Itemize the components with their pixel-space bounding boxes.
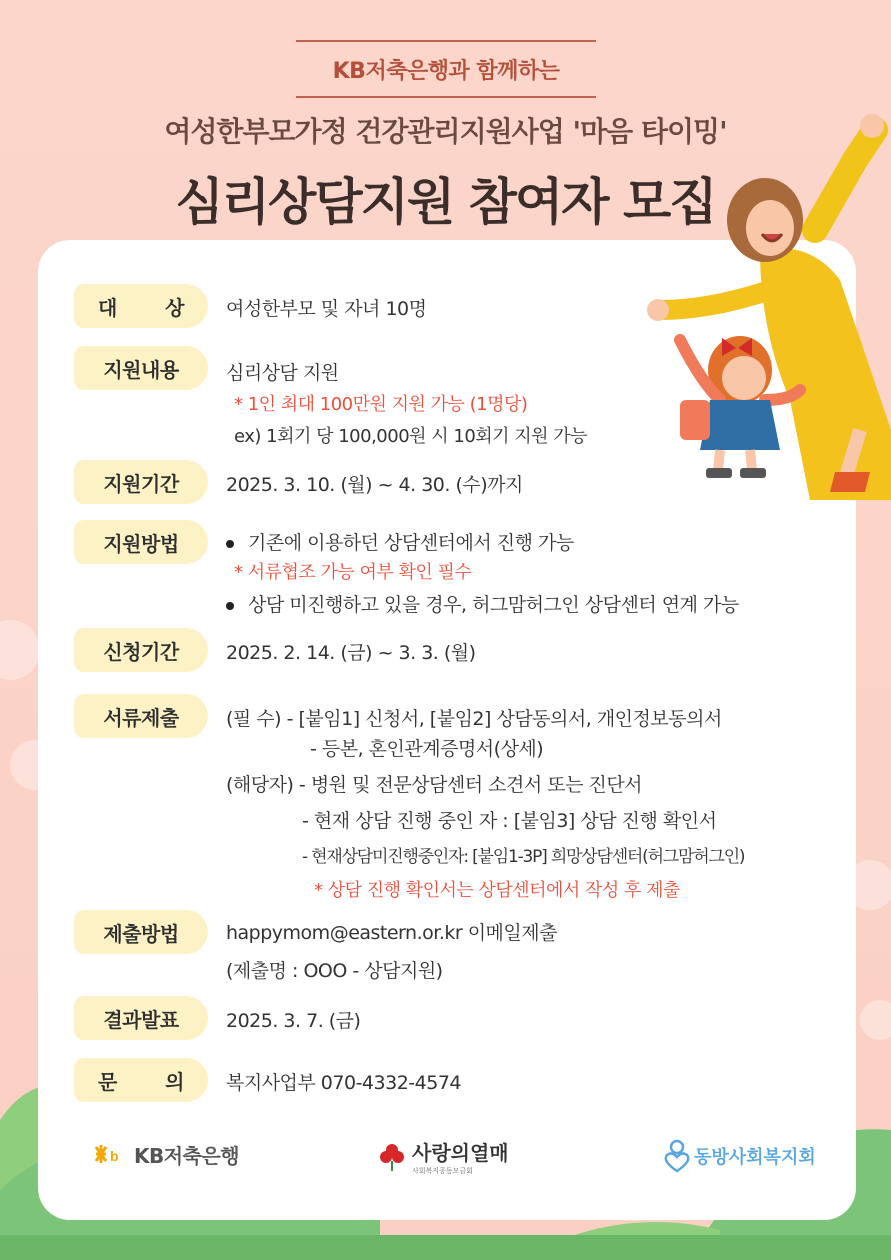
label-submit: 제출방법 <box>74 910 208 954</box>
method-line-3-text: 상담 미진행하고 있을 경우, 허그맘허그인 상담센터 연계 가능 <box>248 594 739 616</box>
label-target-b: 상 <box>165 295 184 320</box>
svg-text:b: b <box>110 1148 119 1164</box>
mother-child-illustration <box>640 100 891 500</box>
docs-line-4: - 현재 상담 진행 중인 자 : [붙임3] 상담 진행 확인서 <box>302 810 717 832</box>
header-tag: KB저축은행과 함께하는 <box>296 40 596 98</box>
submit-line-2: (제출명 : OOO - 상담지원) <box>226 960 443 982</box>
docs-line-6: * 상담 진행 확인서는 상담센터에서 작성 후 제출 <box>314 880 680 901</box>
label-contact-b: 의 <box>165 1069 184 1094</box>
label-method: 지원방법 <box>74 520 208 564</box>
kb-logo-text: KB저축은행 <box>134 1143 240 1168</box>
kb-star-icon <box>92 1139 130 1169</box>
bullet-icon <box>226 540 234 548</box>
kb-logo <box>92 1139 239 1169</box>
submit-line-1: happymom@eastern.or.kr 이메일제출 <box>226 922 557 944</box>
label-support: 지원내용 <box>74 346 208 390</box>
label-contact-a: 문 <box>98 1069 117 1094</box>
method-line-1-text: 기존에 이용하던 상담센터에서 진행 가능 <box>248 532 574 554</box>
subtitle: 여성한부모가정 건강관리지원사업 '마음 타이밍' <box>164 115 727 148</box>
docs-line-3: (해당자) - 병원 및 전문상담센터 소견서 또는 진단서 <box>226 774 643 796</box>
love-fruit-text: 사랑의열매 <box>412 1141 509 1165</box>
label-result: 결과발표 <box>74 996 208 1040</box>
method-line-3 <box>226 590 739 617</box>
apply-value: 2025. 2. 14. (금) ~ 3. 3. (월) <box>226 642 476 664</box>
label-contact <box>74 1058 208 1102</box>
support-line-2: * 1인 최대 100만원 지원 가능 (1명당) <box>234 394 528 415</box>
contact-value: 복지사업부 070-4332-4574 <box>226 1072 461 1094</box>
method-line-1 <box>226 528 574 555</box>
method-line-2: * 서류협조 가능 여부 확인 필수 <box>234 562 472 583</box>
period-value: 2025. 3. 10. (월) ~ 4. 30. (수)까지 <box>226 474 523 496</box>
label-target <box>74 284 208 328</box>
sponsor-logos <box>0 1135 891 1185</box>
dongbang-logo-text: 동방사회복지회 <box>694 1147 816 1168</box>
label-period: 지원기간 <box>74 460 208 504</box>
label-docs: 서류제출 <box>74 694 208 738</box>
love-fruit-logo <box>376 1137 509 1176</box>
support-line-1: 심리상담 지원 <box>226 362 339 384</box>
docs-line-2: - 등본, 혼인관계증명서(상세) <box>310 738 544 760</box>
label-apply: 신청기간 <box>74 628 208 672</box>
love-fruit-text-group <box>412 1137 509 1176</box>
label-target-a: 대 <box>98 295 117 320</box>
bullet-icon <box>226 602 234 610</box>
dongbang-heart-icon <box>662 1139 692 1173</box>
result-value: 2025. 3. 7. (금) <box>226 1010 361 1032</box>
dongbang-logo <box>662 1139 816 1173</box>
support-line-3: ex) 1회기 당 100,000원 시 10회기 지원 가능 <box>234 426 588 447</box>
love-fruit-icon <box>376 1141 408 1173</box>
docs-line-5: - 현재상담미진행중인자: [붙임1-3P] 희망상담센터(허그맘허그인) <box>302 847 745 867</box>
love-fruit-subtext: 사회복지공동모금회 <box>412 1167 473 1175</box>
docs-line-1: (필 수) - [붙임1] 신청서, [붙임2] 상담동의서, 개인정보동의서 <box>226 708 722 730</box>
target-value: 여성한부모 및 자녀 10명 <box>226 298 427 320</box>
page-title: 심리상담지원 참여자 모집 <box>175 173 716 231</box>
